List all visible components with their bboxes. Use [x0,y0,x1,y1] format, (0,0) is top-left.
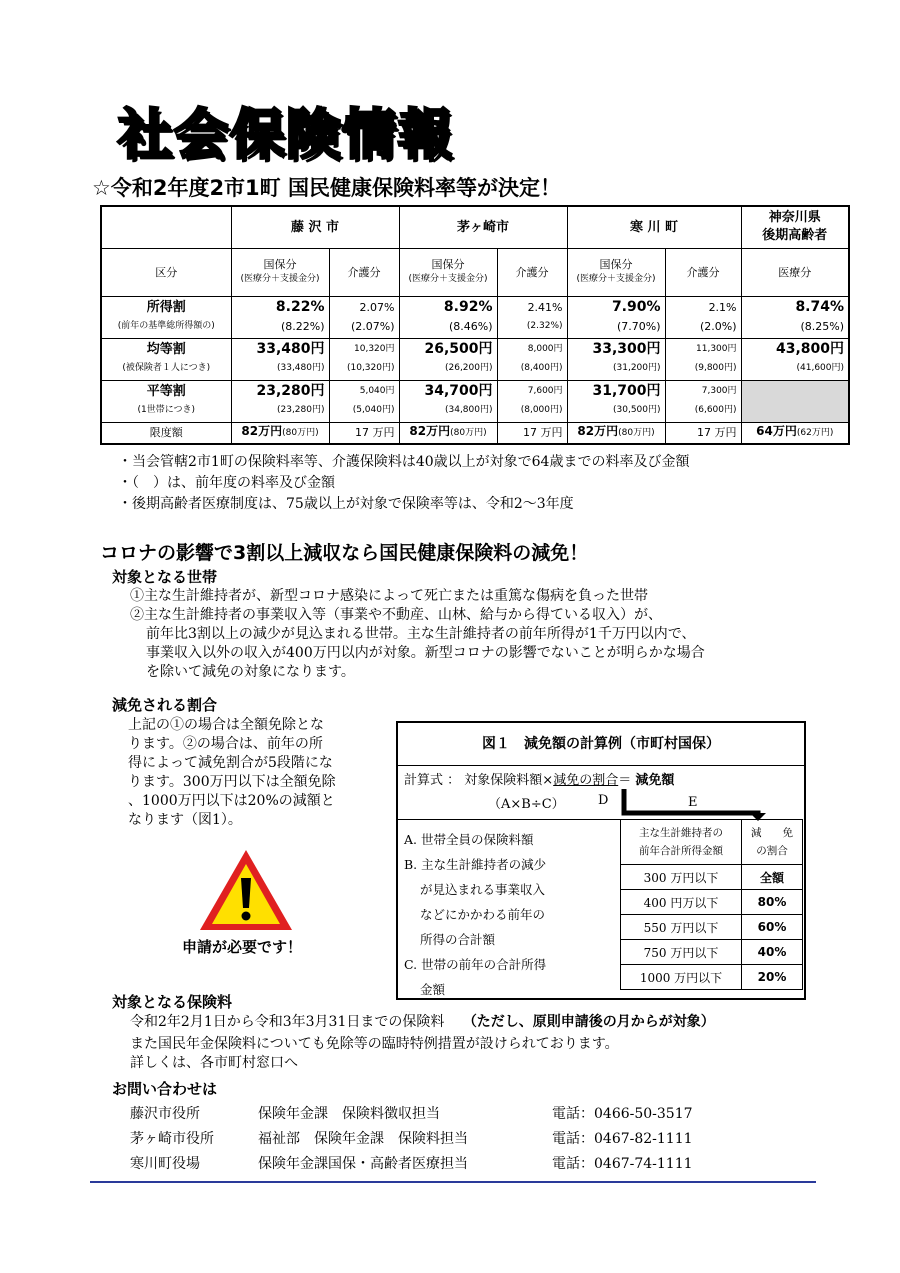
rate-value: 43,800円 [775,341,845,357]
col-kokuho-detail: (医療分＋支援金分) [408,274,488,284]
col-income-l1: 主な生計維持者の [639,827,723,839]
items-divider [398,819,620,820]
figure-item: B. 主な生計維持者の減少 [404,857,547,872]
income-cell: 400 円万以下 [621,890,742,915]
formula-abc: （A×B÷C） [488,797,565,812]
income-cell: 300 万円以下 [621,865,742,890]
rate-cell: 40% [742,940,803,965]
rate-value: 5,040円 [359,386,395,396]
premium-line2: また国民年金保険料についても免除等の臨時特例措置が設けられております。 [130,1036,619,1052]
rate-cell: 20% [742,965,803,990]
income-cell: 750 万円以下 [621,940,742,965]
rate-cell [665,296,741,338]
col-rate-l2: の割合 [756,845,788,857]
table-row [621,940,803,965]
application-required-text: 申請が必要です！ [182,938,303,956]
reduction-line: ります。300万円以下は全額免除 [128,774,336,790]
limit-kaigo: 17 万円 [329,422,399,444]
target-line: を除いて減免の対象になります。 [146,664,355,680]
target-line: ①主な生計維持者が、新型コロナ感染によって死亡または重篤な傷病を負った世帯 [130,588,648,604]
limit-kaigo: 17 万円 [665,422,741,444]
col-kubun: 区分 [101,248,231,296]
limit-label: 限度額 [101,422,231,444]
table-row [621,890,803,915]
limit-main: 82万円 [241,424,283,439]
contact-heading: お問い合わせは [112,1080,218,1098]
limit-cell [741,422,849,444]
limit-main: 82万円 [577,424,619,439]
rate-value: 10,320円 [354,344,395,354]
footer-divider [90,1181,816,1183]
rate-cell [399,380,497,422]
formula-part-c: ＝ [618,773,632,788]
contact-dept: 保険年金課国保・高齢者医療担当 [258,1156,468,1172]
col-income-header [621,820,742,865]
rate-value: 8.22% [275,299,325,315]
insurance-rates-table [100,205,850,445]
rate-value: 31,700円 [592,383,661,399]
premium-line1 [130,1013,715,1031]
table-row [621,965,803,990]
rates-headline: ☆令和2年度2市1町 国民健康保険料率等が決定！ [92,176,561,200]
limit-kaigo: 17 万円 [497,422,567,444]
contact-office: 寒川町役場 [130,1156,200,1172]
rate-cell [567,380,665,422]
rate-cell: 全額 [742,865,803,890]
rate-cell: 80% [742,890,803,915]
rate-prev: (8,000円) [520,405,563,415]
col-rate-header [742,820,803,865]
rate-value: 11,300円 [696,344,737,354]
contact-dept: 福祉部 保険年金課 保険料担当 [258,1131,468,1147]
rate-prev: (2.32%) [526,321,563,331]
rate-prev: (9,800円) [694,363,737,373]
contact-phone: 電話：0467-82-1111 [552,1131,693,1147]
warning-triangle-icon [198,848,294,932]
rate-value: 7,300円 [701,386,737,396]
header-chigasaki: 茅ヶ崎市 [399,206,567,248]
limit-prev: (62万円) [796,428,834,439]
rate-value: 2.07% [359,301,395,314]
col-kokuho-label: 国保分 [263,258,297,271]
note-item: ・後期高齢者医療制度は、75歳以上が対象で保険率等は、令和2～3年度 [118,496,574,512]
rate-prev: (8.25%) [800,320,845,333]
rate-cell [399,296,497,338]
rate-cell [665,338,741,380]
header-fujisawa: 藤 沢 市 [231,206,399,248]
rate-cell [741,296,849,338]
rate-prev: (31,200円) [613,363,661,373]
figure-item: などにかかわる前年の [420,907,546,922]
income-cell: 1000 万円以下 [621,965,742,990]
rate-prev: (8.22%) [280,320,325,333]
rate-prev: (23,280円) [276,405,325,415]
row-label-sub: (前年の基準総所得額の) [117,321,215,331]
rate-cell [741,338,849,380]
reduction-text [128,716,368,830]
figure-item: C. 世帯の前年の合計所得 [404,957,547,972]
col-kaigo-fujisawa: 介護分 [329,248,399,296]
reduction-line: ります。②の場合は、前年の所 [128,736,323,752]
row-label-main: 所得割 [146,300,186,315]
rate-prev: (34,800円) [444,405,493,415]
limit-prev: (80万円) [282,428,319,439]
header-kanagawa [741,206,849,248]
rate-prev: (26,200円) [444,363,493,373]
header-blank [101,206,231,248]
note-item: ・（ ）は、前年度の料率及び金額 [118,475,335,491]
row-label-main: 均等割 [146,342,186,357]
rate-value: 8.92% [443,299,493,315]
formula-result: 減免額 [635,773,675,788]
rate-cell [231,296,329,338]
income-cell: 550 万円以下 [621,915,742,940]
header-kanagawa-line1: 神奈川県 [768,210,821,226]
rate-prev: (8.46%) [448,320,493,333]
contact-dept: 保険年金課 保険料徴収担当 [258,1106,440,1122]
arrow-elbow-icon [618,787,768,821]
empty-gray-cell [741,380,849,422]
limit-cell [567,422,665,444]
rate-prev: (2.07%) [350,320,395,333]
formula-part-b: 減免の割合 [553,773,619,788]
figure-item: 金額 [420,982,446,997]
table-row [101,380,849,422]
target-line: 前年比3割以上の減少が見込まれる世帯。主な生計維持者の前年所得が1千万円以内で、 [146,626,696,642]
rate-value: 7,600円 [527,386,563,396]
rate-value: 8.74% [795,299,845,315]
rate-prev: (41,600円) [796,363,845,373]
rate-value: 2.41% [527,301,563,314]
rate-value: 2.1% [708,301,737,314]
table-row [101,338,849,380]
page-title: 社会保険情報 [118,103,454,166]
rate-value: 33,480円 [256,341,325,357]
col-kokuho-samukawa [567,248,665,296]
row-label [101,296,231,338]
limit-main: 64万円 [756,424,797,439]
col-kokuho-chigasaki [399,248,497,296]
row-label [101,380,231,422]
reduction-rate-table [620,819,803,990]
table-row [101,296,849,338]
rate-prev: (8,400円) [520,363,563,373]
col-income-l2: 前年合計所得金額 [639,845,723,857]
covid-headline: コロナの影響で3割以上減収なら国民健康保険料の減免！ [100,542,589,564]
rate-value: 7.90% [611,299,661,315]
row-label-sub: (被保険者１人につき) [122,363,211,373]
col-kokuho-label: 国保分 [431,258,465,271]
rate-cell [497,338,567,380]
figure-item: が見込まれる事業収入 [420,882,546,897]
formula-e: E [688,795,698,810]
contact-phone: 電話：0466-50-3517 [552,1106,693,1122]
rate-cell [567,338,665,380]
formula-label: 計算式 ： [404,773,461,788]
col-iryo-kanagawa: 医療分 [741,248,849,296]
premium-condition: （ただし、原則申請後の月からが対象） [462,1014,715,1030]
rate-prev: (5,040円) [352,405,395,415]
rate-prev: (33,480円) [276,363,325,373]
table-row [621,915,803,940]
col-kokuho-detail: (医療分＋支援金分) [240,274,320,284]
col-kokuho-label: 国保分 [599,258,633,271]
rate-cell [567,296,665,338]
rate-cell [665,380,741,422]
limit-prev: (80万円) [450,428,487,439]
contact-office: 茅ヶ崎市役所 [130,1131,214,1147]
reduction-line: 、1000万円以下は20%の減額と [128,793,335,809]
rate-prev: (10,320円) [346,363,395,373]
contact-phone: 電話：0467-74-1111 [552,1156,693,1172]
contact-office: 藤沢市役所 [130,1106,200,1122]
rate-value: 34,700円 [424,383,493,399]
rate-prev: (2.0%) [699,320,737,333]
reduction-heading: 減免される割合 [112,696,218,714]
premium-line3: 詳しくは、各市町村窓口へ [130,1055,298,1071]
limit-cell [399,422,497,444]
target-households-heading: 対象となる世帯 [112,568,218,586]
rate-cell [231,338,329,380]
rate-prev: (30,500円) [613,405,661,415]
formula-row [404,769,674,788]
rate-prev: (6,600円) [694,405,737,415]
formula-d: D [598,793,609,808]
figure-title: 図１ 減免額の計算例（市町村国保） [398,723,804,766]
reduction-line: 上記の①の場合は全額免除とな [128,717,324,733]
rate-value: 23,280円 [256,383,325,399]
limit-cell [231,422,329,444]
figure-item: 所得の合計額 [420,932,496,947]
target-line: ②主な生計維持者の事業収入等（事業や不動産、山林、給与から得ている収入）が、 [130,607,662,623]
rate-cell [497,296,567,338]
rate-cell [399,338,497,380]
header-kanagawa-line2: 後期高齢者 [762,228,828,244]
row-label-sub: (1世帯につき) [137,405,196,415]
figure-items [404,827,546,1002]
col-kaigo-chigasaki: 介護分 [497,248,567,296]
limit-prev: (80万円) [618,428,655,439]
rate-value: 26,500円 [424,341,493,357]
limit-main: 82万円 [409,424,451,439]
premium-period: 令和2年2月1日から令和3年3月31日までの保険料 [130,1014,445,1030]
rate-cell [329,296,399,338]
calc-example-figure [396,721,806,1000]
rate-prev: (7.70%) [616,320,661,333]
reduction-line: 得によって減免割合が5段階にな [128,755,333,771]
table-notes [118,452,848,515]
note-item: ・当会管轄2市1町の保険料率等、介護保険料は40歳以上が対象で64歳までの料率及び金額 [118,454,690,470]
formula-part-a: 対象保険料額× [464,773,554,788]
row-label [101,338,231,380]
target-premium-heading: 対象となる保険料 [112,993,233,1011]
col-kokuho-detail: (医療分＋支援金分) [576,274,656,284]
col-rate-l1: 減 免 [751,827,793,839]
rate-cell [329,380,399,422]
rate-cell [329,338,399,380]
rate-value: 8,000円 [527,344,563,354]
target-line: 事業収入以外の収入が400万円以内が対象。新型コロナの影響でないことが明らかな場合 [146,645,705,661]
header-samukawa: 寒 川 町 [567,206,741,248]
rate-cell [231,380,329,422]
table-row [621,865,803,890]
col-kaigo-samukawa: 介護分 [665,248,741,296]
reduction-line: なります（図1）。 [128,812,242,828]
row-label-main: 平等割 [146,384,186,399]
rate-cell [497,380,567,422]
rate-cell: 60% [742,915,803,940]
figure-item: A. 世帯全員の保険料額 [404,832,534,847]
table-row-limit [101,422,849,444]
rate-value: 33,300円 [592,341,661,357]
col-kokuho-fujisawa [231,248,329,296]
